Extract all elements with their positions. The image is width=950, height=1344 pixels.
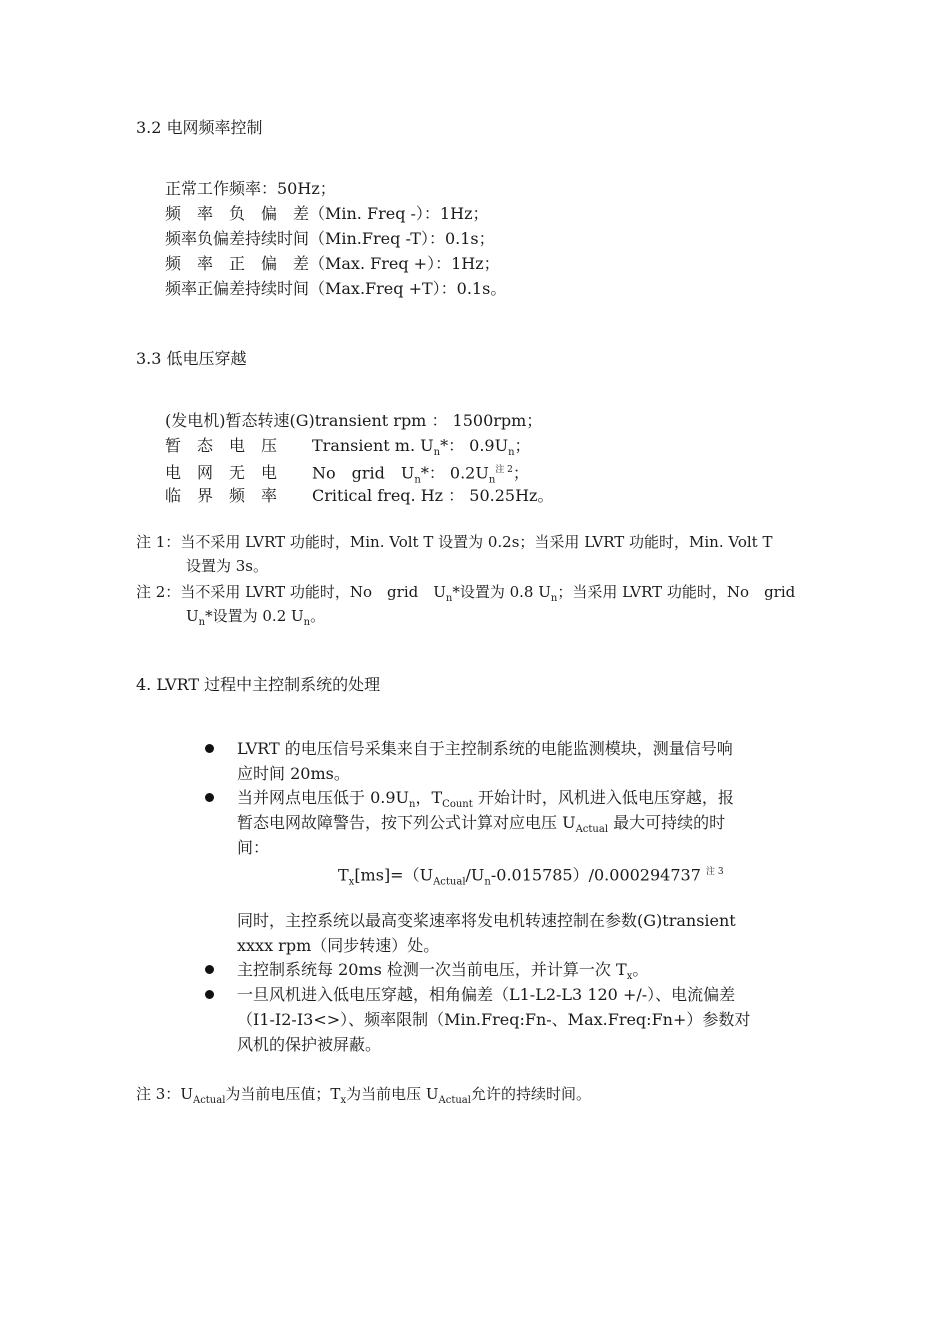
bullet-2-line-3: 间： bbox=[237, 838, 270, 857]
section-4-title: 4. LVRT 过程中主控制系统的处理 bbox=[136, 675, 381, 694]
note-1-cont: 设置为 3s。 bbox=[186, 557, 269, 575]
lvrt-line-3-label: 电 网 无 电 bbox=[165, 463, 278, 483]
bullet-4-line-1: 一旦风机进入低电压穿越，相角偏差（L1-L2-L3 120 +/-）、电流偏差 bbox=[237, 985, 736, 1004]
freq-line-1: 正常工作频率：50Hz； bbox=[165, 179, 336, 198]
lvrt-line-2-label: 暂 态 电 压 bbox=[165, 436, 278, 455]
lvrt-line-4-label: 临 界 频 率 bbox=[165, 486, 278, 505]
bullet-4 bbox=[205, 990, 214, 999]
note-2-cont: $U_n*$设置为 0.2 $U_n$。 bbox=[186, 607, 326, 628]
bullet-3 bbox=[205, 965, 214, 974]
bullet-3-line-1: 主控制系统每 20ms 检测一次当前电压，并计算一次 $T_x$。 bbox=[237, 960, 649, 982]
section-3-3-title: 3.3 低电压穿越 bbox=[136, 349, 247, 368]
note-1: 注 1：当不采用 LVRT 功能时，Min. Volt T 设置为 0.2s；当采用 LVRT 功能时，Min. Volt T bbox=[136, 533, 773, 551]
freq-line-5: 频率正偏差持续时间（Max.Freq +T）：0.1s。 bbox=[165, 279, 507, 298]
note-2-ref: 注 2 bbox=[495, 465, 513, 475]
bullet-4-line-3: 风机的保护被屏蔽。 bbox=[237, 1035, 382, 1054]
freq-line-2: 频 率 负 偏 差（Min. Freq -）：1Hz； bbox=[165, 204, 489, 223]
lvrt-line-4: 临 界 频 率 Critical freq. Hz ： 50.25Hz。 bbox=[165, 483, 553, 508]
note-3-ref: 注 3 bbox=[705, 867, 724, 877]
note-3: 注 3：$U_{Actual}$为当前电压值；$T_x$为当前电压 $U_{Actual}$允许的持续时间。 bbox=[136, 1085, 591, 1106]
section-3-2-title: 3.2 电网频率控制 bbox=[136, 118, 263, 137]
bullet-1-line-1: LVRT 的电压信号采集来自于主控制系统的电能监测模块，测量信号响 bbox=[237, 739, 733, 758]
lvrt-line-3: 电 网 无 电 No grid $U_n*$： $0.2U_n^{注 2}$； bbox=[165, 458, 529, 485]
lvrt-line-1: (发电机)暂态转速(G)transient rpm ： 1500rpm； bbox=[165, 411, 543, 430]
bullet-2-line-1: 当并网点电压低于 $0.9U_n$，$T_{Count}$ 开始计时，风机进入低电压穿越，报 bbox=[237, 788, 734, 810]
freq-line-3: 频率负偏差持续时间（Min.Freq -T）：0.1s； bbox=[165, 229, 495, 248]
paragraph-line-1: 同时，主控系统以最高变桨速率将发电机转速控制在参数(G)transient bbox=[237, 911, 736, 930]
bullet-1-line-2: 应时间 20ms。 bbox=[237, 764, 350, 783]
bullet-2 bbox=[205, 793, 214, 802]
note-2: 注 2：当不采用 LVRT 功能时，No grid $U_n*$设置为 0.8 $U_n$；当采用 LVRT 功能时，No grid bbox=[136, 583, 796, 604]
bullet-2-line-2: 暂态电网故障警告，按下列公式计算对应电压 $U_{Actual}$ 最大可持续的时 bbox=[237, 813, 726, 835]
formula: $T_x[ms]=(U_{Actual}/U_n-0.015785)/0.000294737$ $^{注 3}$ bbox=[338, 865, 724, 888]
freq-line-4: 频 率 正 偏 差（Max. Freq +）：1Hz； bbox=[165, 254, 500, 273]
bullet-1 bbox=[205, 744, 214, 753]
bullet-4-line-2: （I1-I2-I3<>）、频率限制（Min.Freq:Fn-、Max.Freq:Fn+）参数对 bbox=[237, 1010, 751, 1029]
lvrt-line-2: 暂 态 电 压 Transient m. $U_n*$： $0.9U_n$； bbox=[165, 433, 531, 458]
paragraph-line-2: xxxx rpm（同步转速）处。 bbox=[237, 936, 440, 955]
